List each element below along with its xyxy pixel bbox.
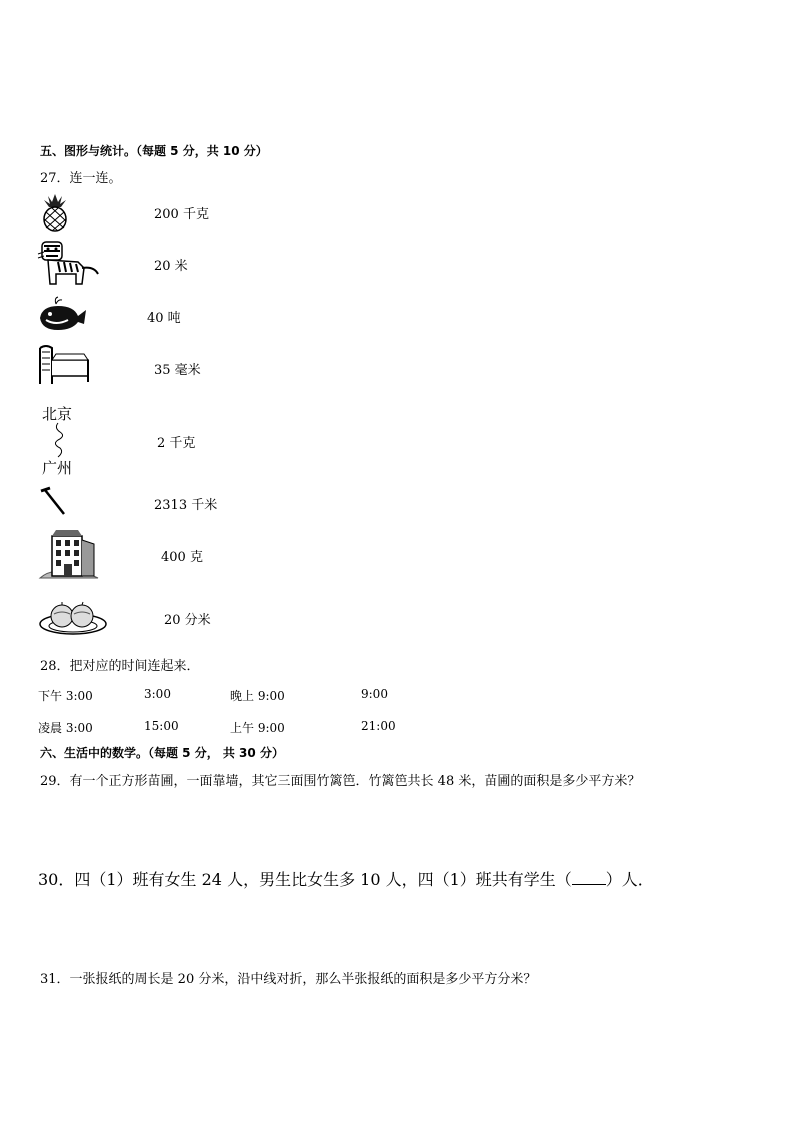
time-row1-col2: 3:00: [144, 687, 171, 701]
unit-option-5: 2 千克: [157, 436, 196, 451]
question-30-before: 30．四（1）班有女生 24 人，男生比女生多 10 人，四（1）班共有学生（: [38, 870, 572, 889]
question-29-text: 29．有一个正方形苗圃，一面靠墙，其它三面围竹篱笆．竹篱笆共长 48 米，苗圃的面积是多少平方米？: [40, 774, 641, 789]
question-28-label: 28．把对应的时间连起来．: [40, 659, 200, 674]
unit-option-3: 40 吨: [147, 311, 181, 326]
nail-icon: [38, 486, 68, 518]
time-row2-col1: 凌晨 3:00: [38, 721, 93, 735]
time-row1-col1: 下午 3:00: [38, 689, 93, 703]
time-row2-col4: 21:00: [361, 719, 396, 733]
building-icon: [38, 526, 100, 582]
whale-icon: [36, 296, 88, 334]
pineapple-icon: [36, 192, 74, 232]
section-6-title: 六、生活中的数学。（每题 5 分， 共 30 分）: [40, 746, 284, 760]
time-row1-col4: 9:00: [361, 687, 388, 701]
bed-icon: [36, 342, 92, 386]
map-label-beijing: 北京: [42, 405, 73, 423]
plate-of-fruit-icon: [38, 596, 108, 636]
unit-option-8: 20 分米: [164, 613, 211, 628]
time-row1-col3: 晚上 9:00: [230, 689, 285, 703]
tiger-icon: [34, 238, 102, 290]
unit-option-2: 20 米: [154, 259, 188, 274]
unit-option-6: 2313 千米: [154, 498, 218, 513]
map-label-guangzhou: 广州: [42, 459, 73, 477]
time-row2-col2: 15:00: [144, 719, 179, 733]
unit-option-1: 200 千克: [154, 207, 209, 222]
beijing-guangzhou-map-icon: [50, 422, 70, 458]
question-27-label: 27．连一连。: [40, 171, 122, 186]
unit-option-7: 400 克: [161, 550, 203, 565]
question-30-text: [38, 867, 654, 890]
unit-option-4: 35 毫米: [154, 363, 201, 378]
answer-blank[interactable]: [572, 870, 606, 885]
section-5-title: 五、图形与统计。（每题 5 分，共 10 分）: [40, 144, 268, 158]
question-30-after: ）人．: [605, 870, 654, 889]
question-31-text: 31．一张报纸的周长是 20 分米，沿中线对折，那么半张报纸的面积是多少平方分米？: [40, 972, 537, 987]
time-row2-col3: 上午 9:00: [230, 721, 285, 735]
